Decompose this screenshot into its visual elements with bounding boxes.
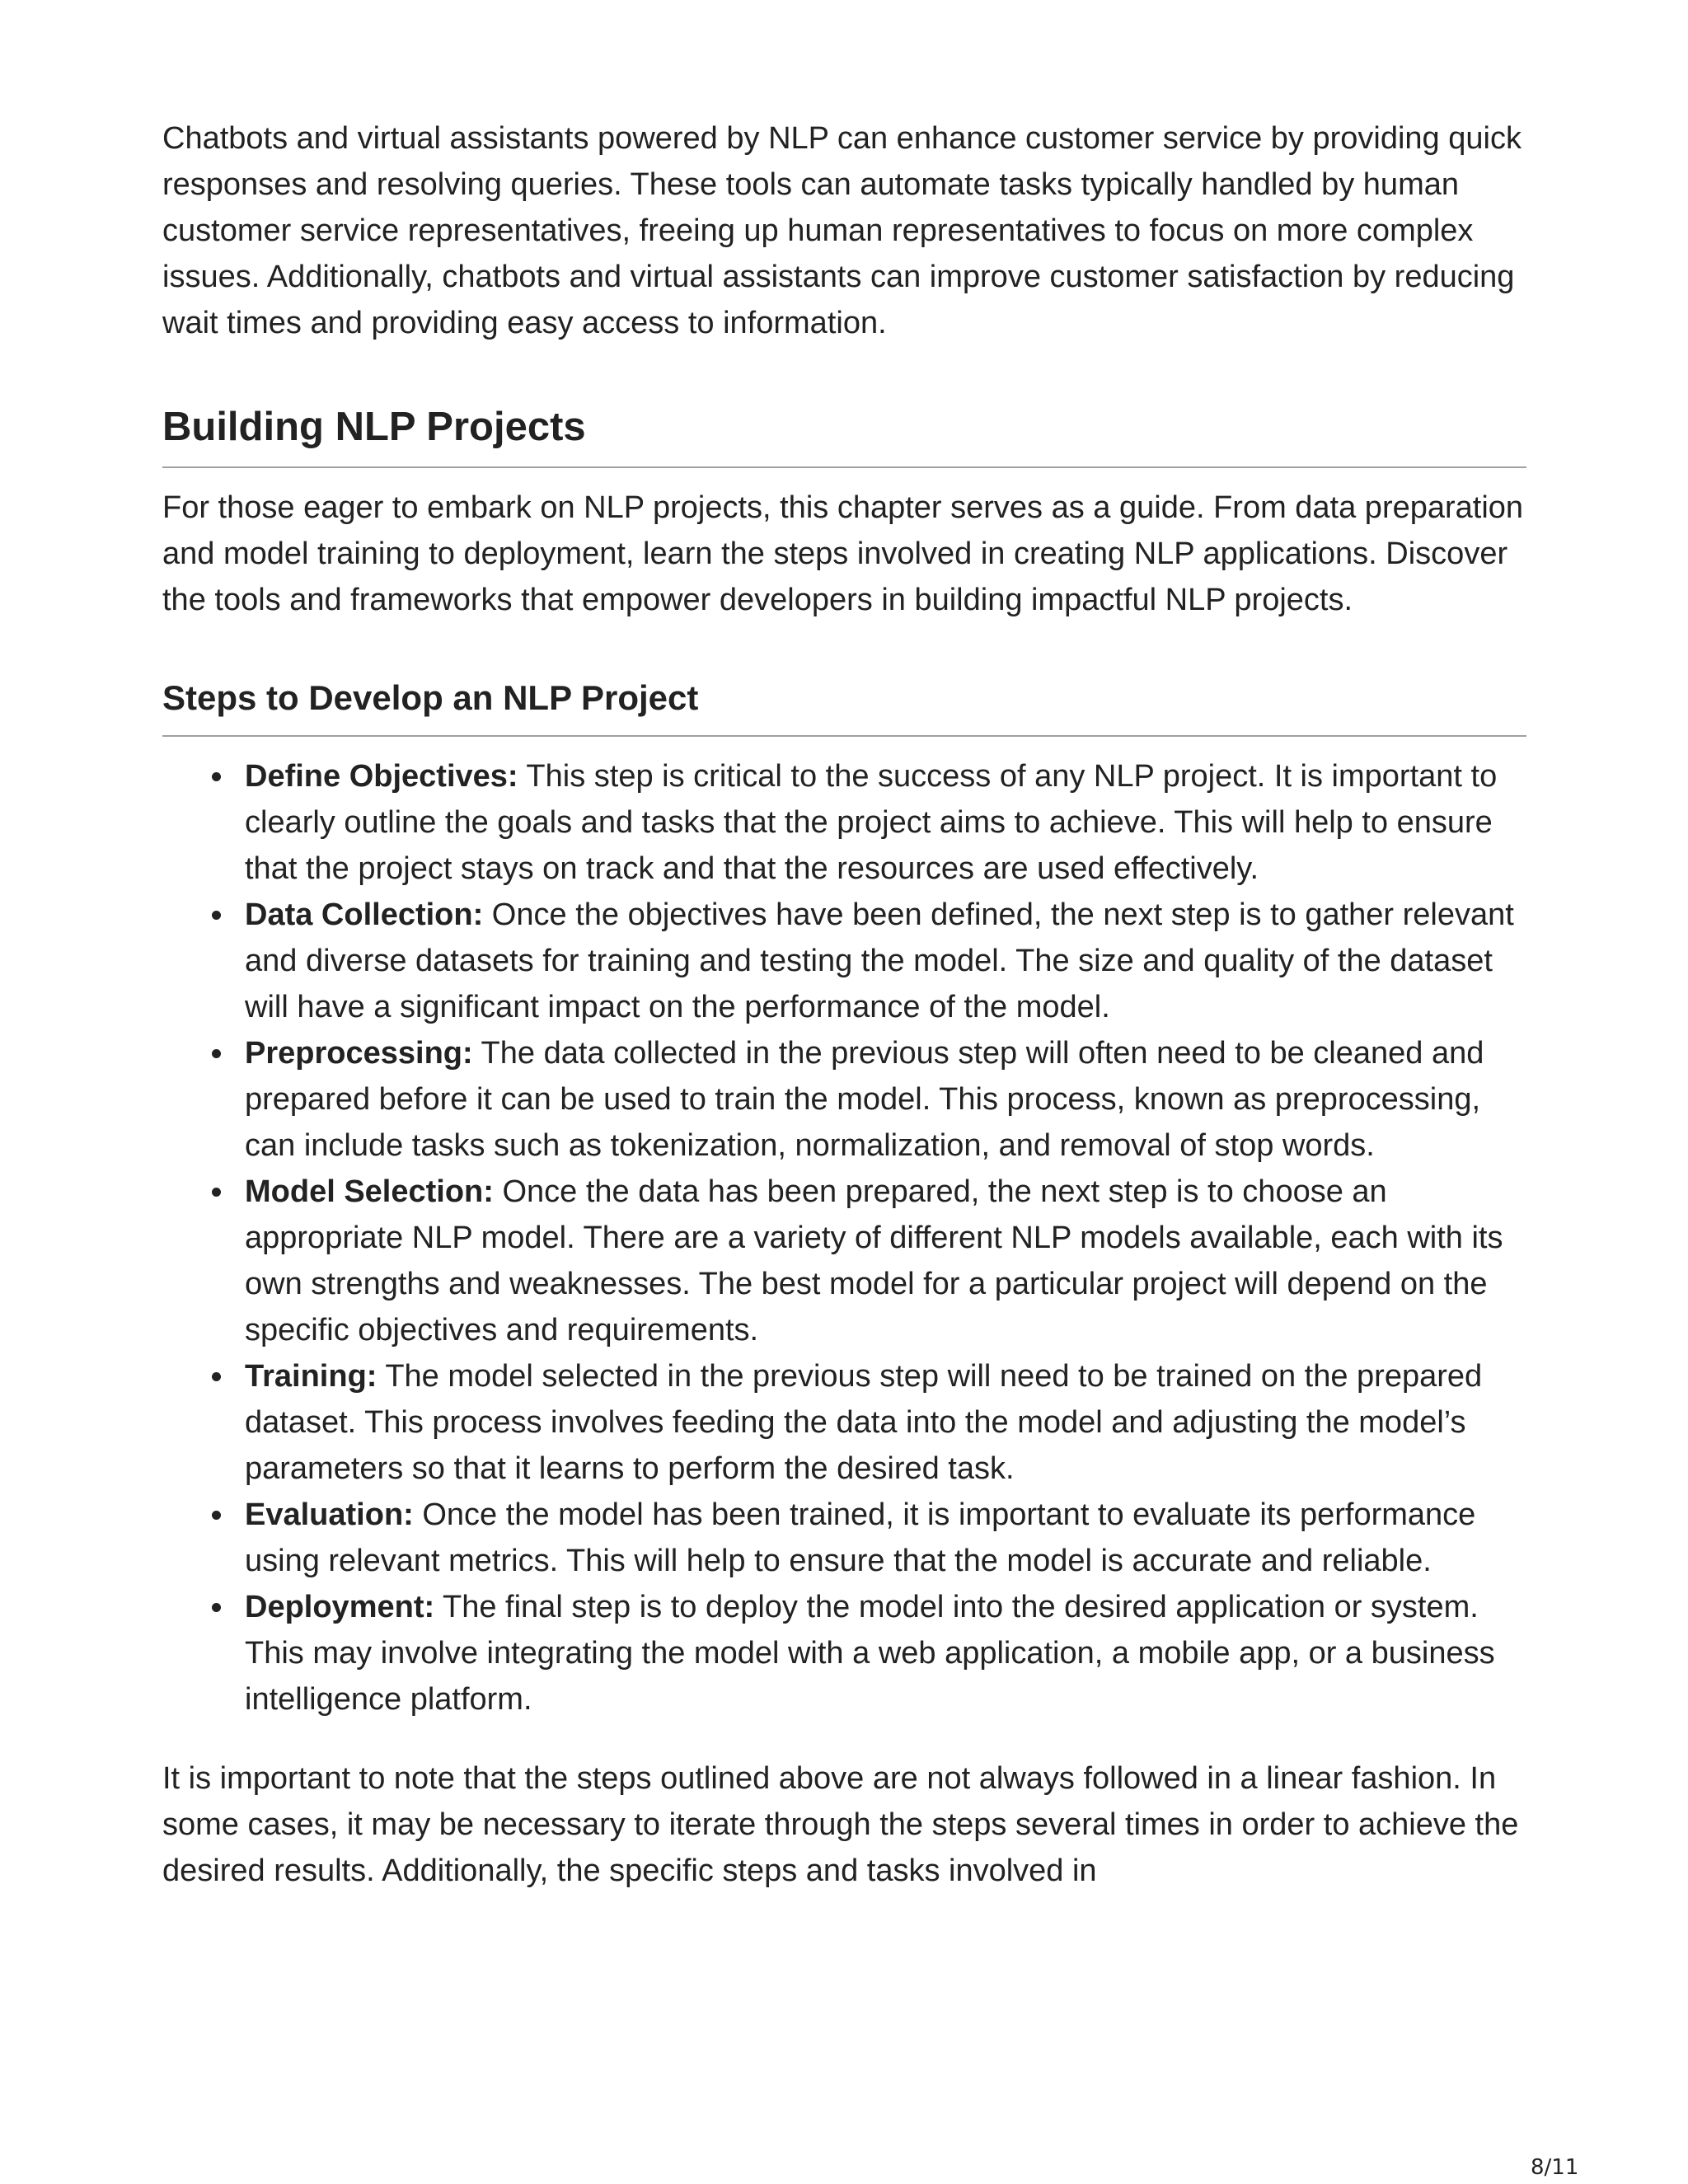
step-term: Deployment: [245, 1590, 435, 1624]
bullet-icon [212, 1188, 221, 1197]
list-item [245, 1492, 1526, 1584]
list-item [245, 753, 1526, 892]
step-term: Model Selection: [245, 1174, 494, 1209]
step-text: This step is critical to the success of any NLP project. It is important to clearly outline the goals and tasks that the project aims to achieve. This will help to ensure that the project stays on track and that the resources are used effectively. [245, 759, 1498, 886]
step-text: Once the objectives have been defined, the next step is to gather relevant and diverse datasets for training and testing the model. The size and quality of the dataset will have a significant impact on the performance of the model. [245, 898, 1514, 1024]
steps-list [162, 753, 1526, 1722]
closing-paragraph: It is important to note that the steps outlined above are not always followed in a linear fashion. In some cases, it may be necessary to iterate through the steps several times in order to achieve the desired results. Additionally, the specific steps and tasks involved in [162, 1761, 1519, 1888]
step-text: Once the model has been trained, it is important to evaluate its performance using relevant metrics. This will help to ensure that the model is accurate and reliable. [245, 1497, 1476, 1578]
section-heading-building-nlp-projects: Building NLP Projects [162, 402, 1526, 468]
section-paragraph: For those eager to embark on NLP projects, this chapter serves as a guide. From data preparation and model training to deployment, learn the steps involved in creating NLP applications. Discover the tools and frameworks that empower developers in building impactful NLP projects. [162, 490, 1524, 617]
page-number: 8/11 [1531, 2155, 1579, 2180]
step-text: The final step is to deploy the model into the desired application or system. This may involve integrating the model with a web application, a mobile app, or a business intelligence platform. [245, 1590, 1495, 1717]
list-item [245, 1169, 1526, 1353]
sub-heading-steps: Steps to Develop an NLP Project [162, 676, 1526, 737]
list-item [245, 1584, 1526, 1722]
step-term: Evaluation: [245, 1497, 414, 1532]
list-item [245, 1353, 1526, 1492]
bullet-icon [212, 772, 221, 781]
step-text: Once the data has been prepared, the next step is to choose an appropriate NLP model. There are a variety of different NLP models available, each with its own strengths and weaknesses. The best model for a particular project will depend on the specific objectives and requirements. [245, 1174, 1503, 1347]
document-page [162, 115, 1526, 1894]
step-term: Define Objectives: [245, 759, 518, 794]
list-item [245, 892, 1526, 1030]
bullet-icon [212, 911, 221, 920]
step-text: The data collected in the previous step will often need to be cleaned and prepared before it can be used to train the model. This process, known as preprocessing, can include tasks such as tokenization, normalization, and removal of stop words. [245, 1036, 1484, 1163]
step-text: The model selected in the previous step will need to be trained on the prepared dataset. This process involves feeding the data into the model and adjusting the model’s parameters so that it learns to perform the desired task. [245, 1359, 1483, 1486]
step-term: Data Collection: [245, 898, 484, 932]
bullet-icon [212, 1372, 221, 1381]
bullet-icon [212, 1603, 221, 1612]
step-term: Preprocessing: [245, 1036, 473, 1071]
list-item [245, 1030, 1526, 1169]
bullet-icon [212, 1511, 221, 1520]
bullet-icon [212, 1049, 221, 1058]
intro-paragraph: Chatbots and virtual assistants powered by NLP can enhance customer service by providing quick responses and resolving queries. These tools can automate tasks typically handled by human customer service representatives, freeing up human representatives to focus on more complex issues. Additionally, chatbots and virtual assistants can improve customer satisfaction by reducing wait times and providing easy access to information. [162, 121, 1522, 340]
step-term: Training: [245, 1359, 377, 1394]
